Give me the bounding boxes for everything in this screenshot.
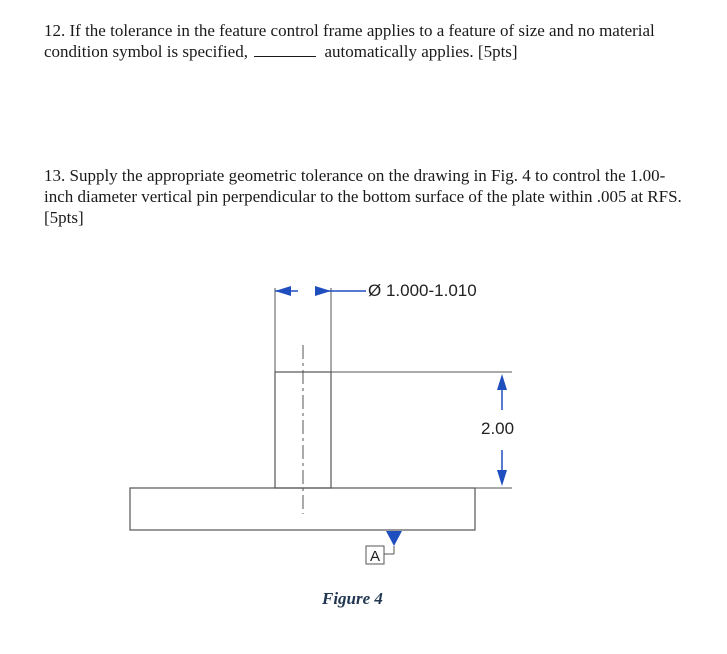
height-arrow-top xyxy=(497,374,507,390)
figure-caption: Figure 4 xyxy=(322,589,383,608)
diameter-arrow-right xyxy=(315,286,331,296)
diameter-arrow-left xyxy=(275,286,291,296)
question-12-text-before: 12. If the tolerance in the feature control frame applies to a feature of size and no material condition symbol is specified, xyxy=(44,21,655,61)
diameter-dimension-text: Ø 1.000-1.010 xyxy=(368,281,477,300)
height-arrow-bottom xyxy=(497,470,507,486)
datum-triangle xyxy=(386,531,402,546)
datum-letter: A xyxy=(370,548,381,565)
height-dimension-text: 2.00 xyxy=(481,419,515,438)
question-13-text: 13. Supply the appropriate geometric tolerance on the drawing in Fig. 4 to control the 1.00-inch diameter vertical pin perpendicular to the bottom surface of the plate within .005 at RFS. [5pts] xyxy=(44,166,682,227)
question-12-text-after: automatically applies. [5pts] xyxy=(324,42,518,61)
